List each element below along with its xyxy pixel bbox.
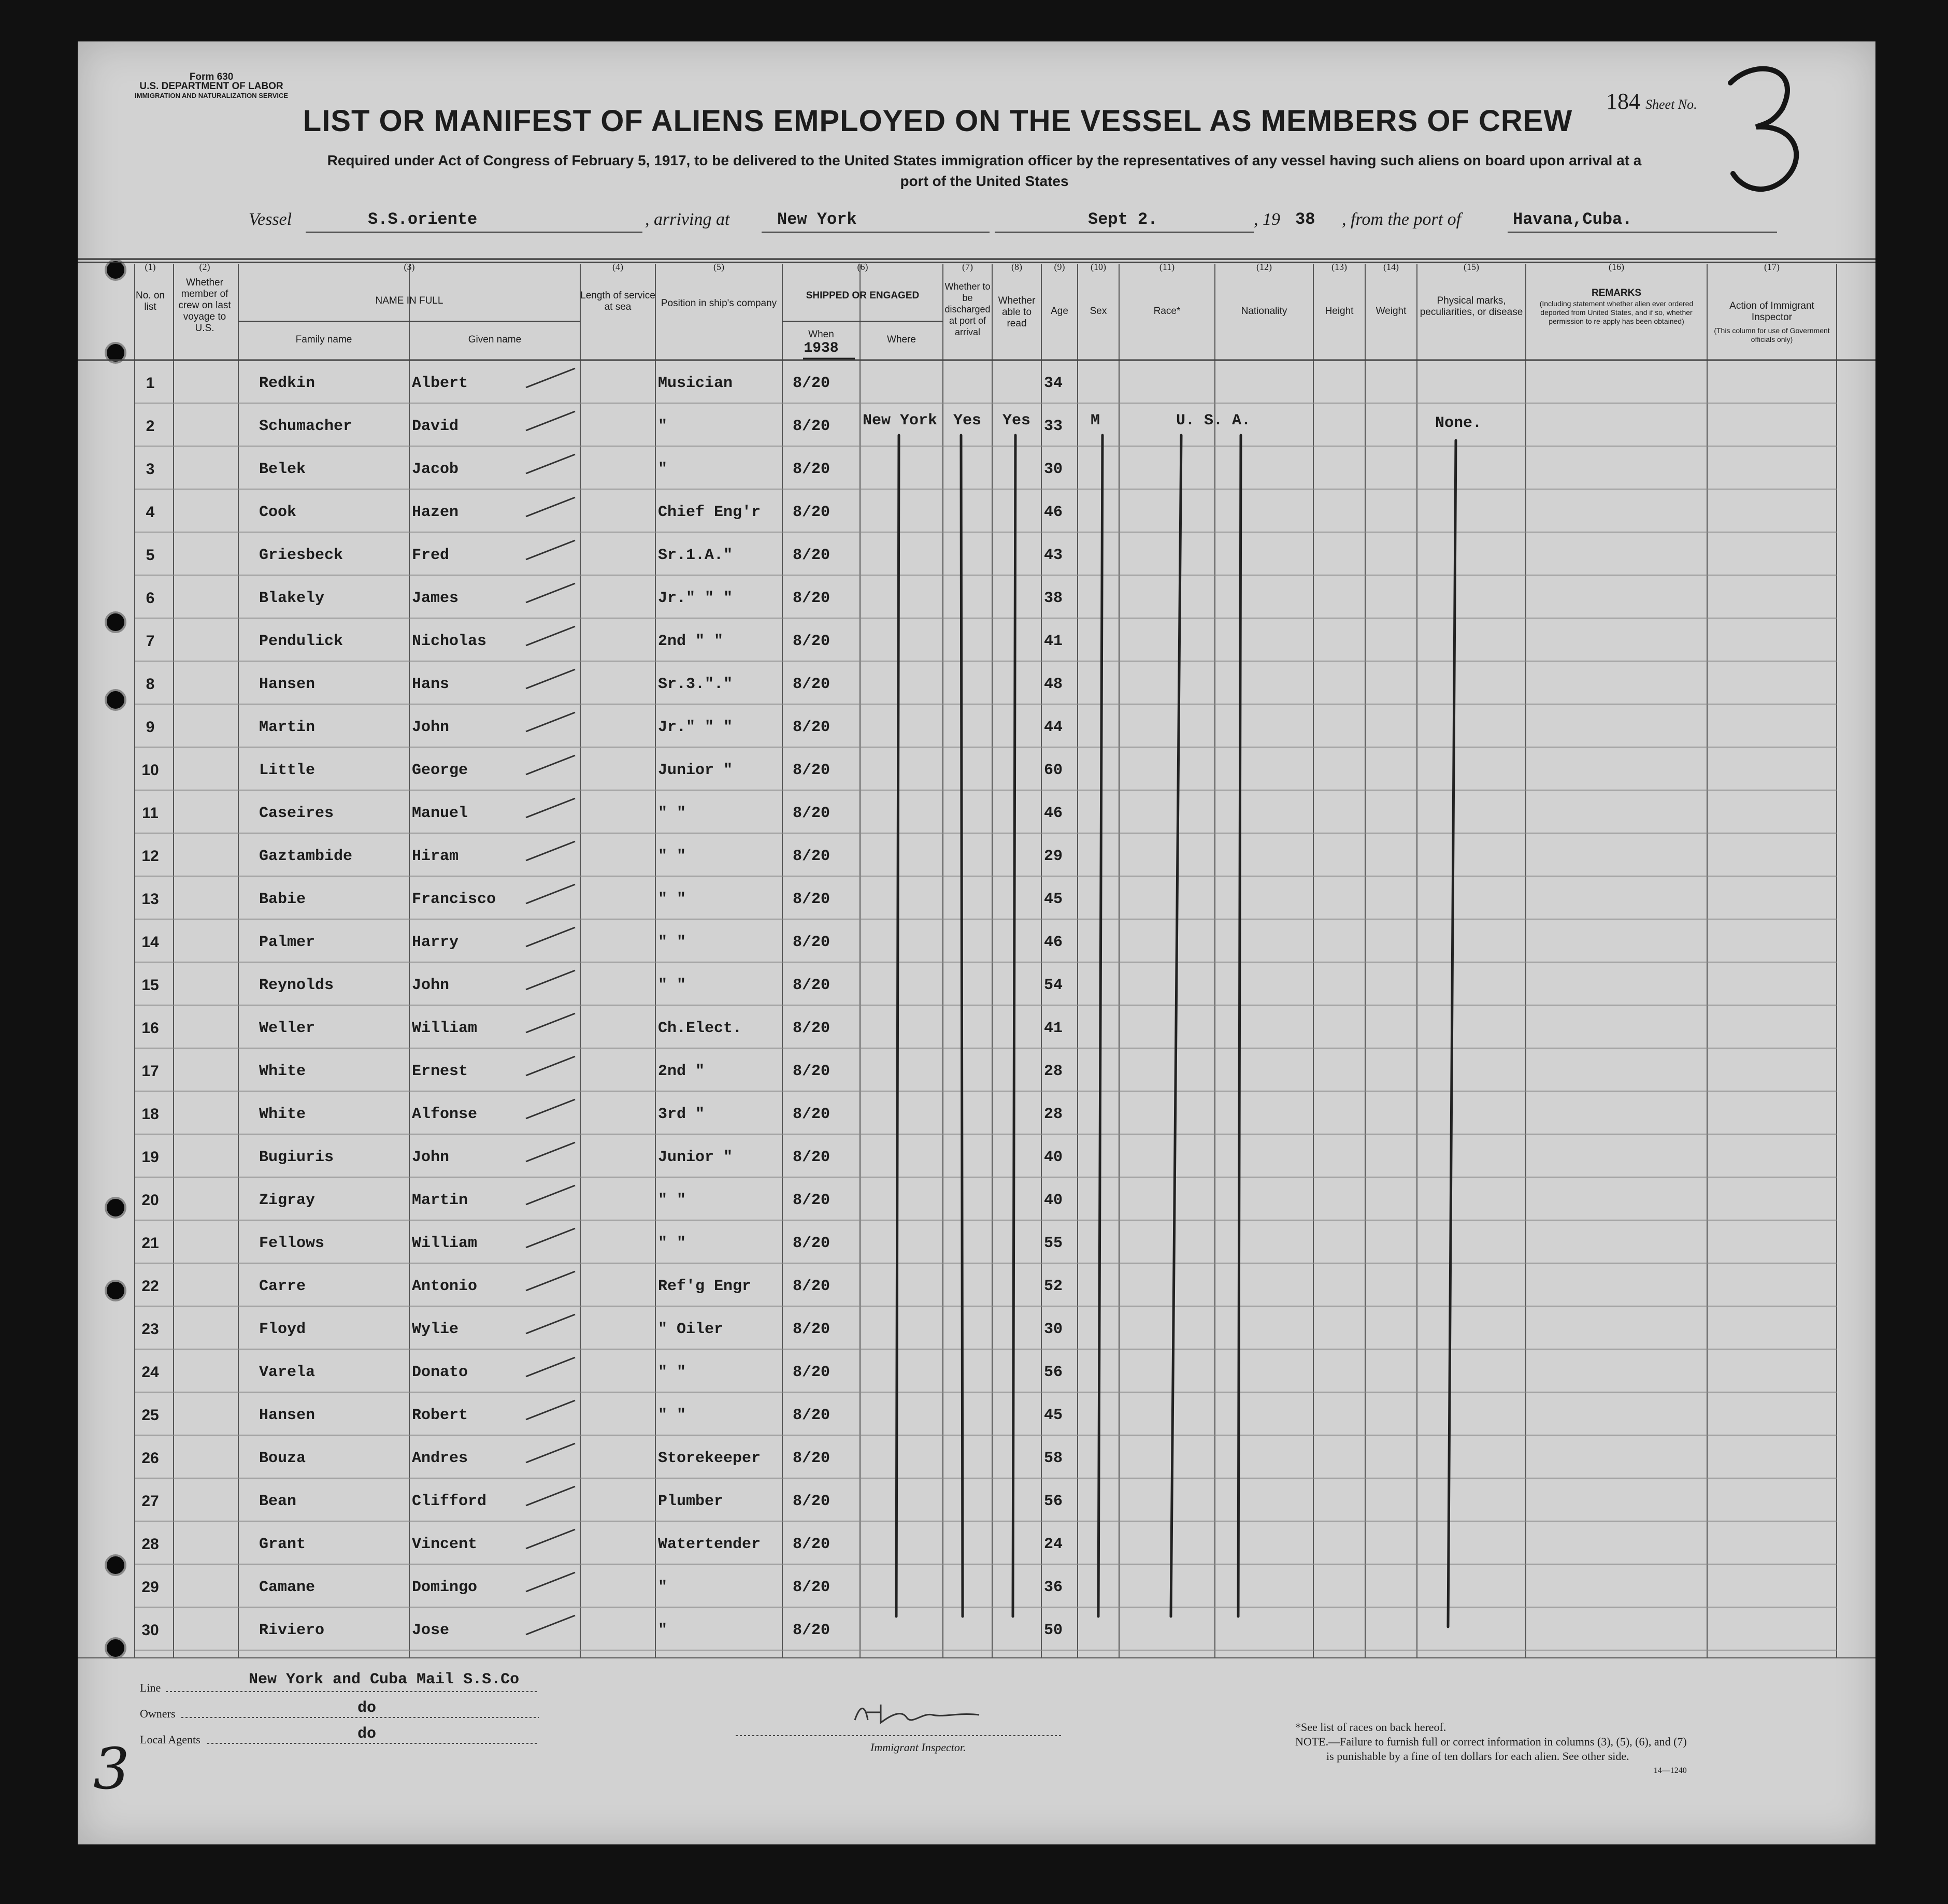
position: Junior " [658, 1149, 733, 1166]
col-num-11: (11) [1159, 262, 1175, 272]
given-name: Jacob [412, 461, 459, 478]
age: 52 [1044, 1278, 1063, 1295]
col-num-3: (3) [404, 262, 415, 272]
age: 43 [1044, 547, 1063, 564]
departure-port: Havana,Cuba. [1513, 210, 1632, 229]
shipped-when: 8/20 [793, 719, 830, 736]
col-head-no: No. on list [136, 290, 165, 312]
shipped-when: 8/20 [793, 1450, 830, 1467]
given-name: Clifford [412, 1493, 487, 1510]
shipped-when: 8/20 [793, 934, 830, 951]
col-head-service: Length of service at sea [580, 290, 655, 312]
shipped-when: 8/20 [793, 1106, 830, 1123]
row-number: 10 [141, 762, 159, 779]
family-name: Little [259, 762, 316, 779]
family-name: Schumacher [259, 418, 353, 435]
col-num-14: (14) [1383, 262, 1399, 272]
arriving-label: , arriving at [645, 210, 730, 229]
position: Storekeeper [658, 1450, 761, 1467]
note-line-1: NOTE.—Failure to furnish full or correct information in columns (3), (5), (6), and (7) [1295, 1735, 1687, 1748]
shipped-when: 8/20 [793, 848, 830, 865]
row-number: 24 [141, 1364, 159, 1381]
family-name: Martin [259, 719, 316, 736]
agents-value: do [357, 1725, 377, 1743]
family-name: Camane [259, 1579, 316, 1596]
family-name: Blakely [259, 590, 325, 607]
family-name: Varela [259, 1364, 316, 1381]
given-name: James [412, 590, 459, 607]
line-value: New York and Cuba Mail S.S.Co [249, 1671, 520, 1688]
family-name: Griesbeck [259, 547, 343, 564]
col-num-16: (16) [1609, 262, 1624, 272]
col-head-shipped: SHIPPED OR ENGAGED [806, 290, 920, 301]
family-name: Zigray [259, 1192, 316, 1209]
age: 46 [1044, 934, 1063, 951]
age: 41 [1044, 1020, 1063, 1037]
col-head-action: Action of Immigrant Inspector [1729, 300, 1814, 323]
row-number: 13 [141, 891, 159, 908]
row-number: 8 [146, 676, 155, 693]
line-label: Line [140, 1681, 161, 1694]
position: Junior " [658, 762, 733, 779]
family-name: Grant [259, 1536, 306, 1553]
row-1-discharged: Yes [953, 412, 982, 430]
row-number: 28 [141, 1536, 159, 1553]
family-name: Weller [259, 1020, 316, 1037]
vessel-label: Vessel [249, 210, 292, 229]
department-name: U.S. DEPARTMENT OF LABOR [139, 81, 283, 92]
col-head-given: Given name [468, 334, 522, 345]
family-name: Carre [259, 1278, 306, 1295]
owners-label: Owners [140, 1707, 176, 1720]
position: " [658, 418, 668, 435]
footer-underlines [78, 41, 1875, 1844]
given-name: Vincent [412, 1536, 478, 1553]
form-number: Form 630 [189, 71, 234, 82]
shipped-when: 8/20 [793, 504, 830, 521]
given-name: George [412, 762, 468, 779]
age: 28 [1044, 1106, 1063, 1123]
age: 38 [1044, 590, 1063, 607]
given-name: Nicholas [412, 633, 487, 650]
position: Jr." " " [658, 590, 733, 607]
family-name: Caseires [259, 805, 334, 822]
shipped-when: 8/20 [793, 1536, 830, 1553]
shipped-when: 8/20 [793, 1407, 830, 1424]
given-name: John [412, 1149, 450, 1166]
service-name: IMMIGRATION AND NATURALIZATION SERVICE [135, 92, 289, 99]
row-1-sex: M [1091, 412, 1100, 430]
row-number: 22 [141, 1278, 159, 1295]
shipped-when: 8/20 [793, 1020, 830, 1037]
row-number: 29 [141, 1579, 159, 1596]
row-number: 3 [146, 461, 155, 478]
family-name: Bean [259, 1493, 297, 1510]
position: Chief Eng'r [658, 504, 761, 521]
position: " " [658, 1192, 686, 1209]
position: " Oiler [658, 1321, 724, 1338]
col-head-action-note: (This column for use of Government officials only) [1714, 326, 1830, 343]
age: 34 [1044, 375, 1063, 392]
age: 40 [1044, 1192, 1063, 1209]
row-number: 17 [141, 1063, 159, 1080]
row-1-where: New York [863, 412, 938, 430]
col-head-marks: Physical marks, peculiarities, or disease [1420, 295, 1523, 318]
position: " [658, 461, 668, 478]
position: 2nd " [658, 1063, 705, 1080]
agents-label: Local Agents [140, 1733, 200, 1746]
row-number: 26 [141, 1450, 159, 1467]
note-line-2: is punishable by a fine of ten dollars for each alien. See other side. [1326, 1750, 1629, 1763]
row-number: 25 [141, 1407, 159, 1424]
position: Sr.1.A." [658, 547, 733, 564]
age: 48 [1044, 676, 1063, 693]
row-1-marks: None. [1435, 414, 1482, 432]
given-name: Harry [412, 934, 459, 951]
age: 30 [1044, 1321, 1063, 1338]
margin-mark: 3 [93, 1736, 130, 1802]
col-head-age: Age [1051, 306, 1068, 317]
shipped-when: 8/20 [793, 1149, 830, 1166]
given-name: Albert [412, 375, 468, 392]
family-name: Fellows [259, 1235, 325, 1252]
position: 2nd " " [658, 633, 724, 650]
position: Ref'g Engr [658, 1278, 752, 1295]
shipped-when: 8/20 [793, 1278, 830, 1295]
given-name: Hiram [412, 848, 459, 865]
given-name: Hans [412, 676, 450, 693]
sheet-number-value: 184 [1606, 89, 1640, 114]
position: " " [658, 934, 686, 951]
col-head-remarks: REMARKS [1591, 288, 1642, 298]
shipped-when: 8/20 [793, 891, 830, 908]
shipped-when: 8/20 [793, 461, 830, 478]
given-name: John [412, 977, 450, 994]
col-head-position: Position in ship's company [661, 298, 777, 309]
age: 55 [1044, 1235, 1063, 1252]
arrival-year: 38 [1295, 210, 1315, 229]
age: 36 [1044, 1579, 1063, 1596]
family-name: Hansen [259, 1407, 316, 1424]
shipped-when: 8/20 [793, 590, 830, 607]
position: " " [658, 805, 686, 822]
row-number: 21 [141, 1235, 159, 1252]
given-name: Antonio [412, 1278, 478, 1295]
position: Plumber [658, 1493, 724, 1510]
given-name: Donato [412, 1364, 468, 1381]
subtitle-line-1: Required under Act of Congress of February 5, 1917, to be delivered to the United States immigration officer by the representatives of any vessel having such aliens on board upon arrival at a [327, 152, 1642, 168]
given-name: William [412, 1235, 478, 1252]
family-name: Riviero [259, 1622, 325, 1639]
shipped-when: 8/20 [793, 418, 830, 435]
subtitle-line-2: port of the United States [900, 173, 1069, 189]
given-name: Domingo [412, 1579, 478, 1596]
col-head-nationality: Nationality [1241, 306, 1287, 317]
age: 41 [1044, 633, 1063, 650]
col-num-12: (12) [1256, 262, 1272, 272]
col-head-sex: Sex [1090, 306, 1107, 317]
position: Ch.Elect. [658, 1020, 742, 1037]
col-num-15: (15) [1464, 262, 1479, 272]
col-num-4: (4) [612, 262, 623, 272]
shipped-when: 8/20 [793, 375, 830, 392]
family-name: Hansen [259, 676, 316, 693]
given-name: Alfonse [412, 1106, 478, 1123]
given-name: Ernest [412, 1063, 468, 1080]
row-number: 16 [141, 1020, 159, 1037]
age: 30 [1044, 461, 1063, 478]
given-name: Jose [412, 1622, 450, 1639]
col-num-17: (17) [1764, 262, 1780, 272]
row-number: 20 [141, 1192, 159, 1209]
row-number: 12 [141, 848, 159, 865]
year-prefix: , 19 [1254, 210, 1280, 229]
position: " [658, 1579, 668, 1596]
form-code: 14—1240 [1653, 1766, 1687, 1775]
position: Musician [658, 375, 733, 392]
family-name: Reynolds [259, 977, 334, 994]
row-number: 7 [146, 633, 155, 650]
shipped-when: 8/20 [793, 1235, 830, 1252]
manifest-sheet [78, 41, 1875, 1844]
family-name: Belek [259, 461, 306, 478]
family-name: Palmer [259, 934, 316, 951]
owners-value: do [357, 1699, 377, 1717]
row-number: 1 [146, 375, 155, 392]
col-num-1: (1) [145, 262, 156, 272]
row-number: 19 [141, 1149, 159, 1166]
col-head-year: 1938 [804, 340, 839, 356]
col-head-race: Race* [1153, 306, 1181, 317]
col-num-5: (5) [713, 262, 724, 272]
position: " " [658, 1235, 686, 1252]
row-number: 30 [141, 1622, 159, 1639]
row-number: 15 [141, 977, 159, 994]
shipped-when: 8/20 [793, 762, 830, 779]
family-name: Floyd [259, 1321, 306, 1338]
age: 46 [1044, 504, 1063, 521]
note-races: *See list of races on back hereof. [1295, 1721, 1446, 1734]
given-name: Hazen [412, 504, 459, 521]
row-number: 27 [141, 1493, 159, 1510]
col-head-height: Height [1325, 306, 1354, 317]
shipped-when: 8/20 [793, 1063, 830, 1080]
shipped-when: 8/20 [793, 1579, 830, 1596]
age: 56 [1044, 1493, 1063, 1510]
family-name: Cook [259, 504, 297, 521]
col-head-where: Where [887, 334, 916, 345]
given-name: David [412, 418, 459, 435]
shipped-when: 8/20 [793, 977, 830, 994]
family-name: White [259, 1106, 306, 1123]
position: 3rd " [658, 1106, 705, 1123]
sheet-number-label: Sheet No. [1645, 97, 1697, 112]
col-head-when: When [808, 329, 834, 340]
col-num-9: (9) [1054, 262, 1065, 272]
age: 28 [1044, 1063, 1063, 1080]
departure-label: , from the port of [1342, 210, 1462, 229]
arrival-date: Sept 2. [1088, 210, 1158, 229]
vessel-name: S.S.oriente [368, 210, 478, 229]
arrival-port: New York [777, 210, 857, 229]
given-name: Fred [412, 547, 450, 564]
position: Watertender [658, 1536, 761, 1553]
family-name: Babie [259, 891, 306, 908]
family-name: Redkin [259, 375, 316, 392]
col-head-weight: Weight [1376, 306, 1407, 317]
row-1-nationality: U. S. A. [1176, 412, 1251, 430]
age: 46 [1044, 805, 1063, 822]
col-head-name: NAME IN FULL [375, 295, 443, 306]
shipped-when: 8/20 [793, 1493, 830, 1510]
row-number: 4 [146, 504, 155, 521]
age: 60 [1044, 762, 1063, 779]
shipped-when: 8/20 [793, 547, 830, 564]
row-number: 6 [146, 590, 155, 607]
given-name: William [412, 1020, 478, 1037]
position: " " [658, 977, 686, 994]
row-number: 9 [146, 719, 155, 736]
row-number: 18 [141, 1106, 159, 1123]
footnotes [1295, 1720, 1687, 1778]
age: 50 [1044, 1622, 1063, 1639]
age: 45 [1044, 1407, 1063, 1424]
age: 40 [1044, 1149, 1063, 1166]
row-number: 14 [141, 934, 159, 951]
age: 24 [1044, 1536, 1063, 1553]
position: " " [658, 1364, 686, 1381]
position: Jr." " " [658, 719, 733, 736]
shipped-when: 8/20 [793, 676, 830, 693]
age: 56 [1044, 1364, 1063, 1381]
position: " " [658, 1407, 686, 1424]
family-name: Bouza [259, 1450, 306, 1467]
position: " " [658, 848, 686, 865]
inspector-signature-icon [844, 1694, 1000, 1736]
shipped-when: 8/20 [793, 1622, 830, 1639]
page-title: LIST OR MANIFEST OF ALIENS EMPLOYED ON THE VESSEL AS MEMBERS OF CREW [303, 104, 1573, 138]
position: Sr.3."." [658, 676, 733, 693]
col-head-read: Whether able to read [998, 295, 1036, 329]
row-number: 5 [146, 547, 155, 564]
age: 58 [1044, 1450, 1063, 1467]
position: " " [658, 891, 686, 908]
age: 54 [1044, 977, 1063, 994]
shipped-when: 8/20 [793, 1321, 830, 1338]
shipped-when: 8/20 [793, 805, 830, 822]
col-num-13: (13) [1331, 262, 1347, 272]
col-num-7: (7) [962, 262, 973, 272]
col-num-8: (8) [1011, 262, 1022, 272]
family-name: Bugiuris [259, 1149, 334, 1166]
family-name: White [259, 1063, 306, 1080]
shipped-when: 8/20 [793, 1364, 830, 1381]
row-number: 23 [141, 1321, 159, 1338]
given-name: Francisco [412, 891, 496, 908]
family-name: Pendulick [259, 633, 343, 650]
position: " [658, 1622, 668, 1639]
shipped-when: 8/20 [793, 633, 830, 650]
given-name: Martin [412, 1192, 468, 1209]
row-number: 2 [146, 418, 155, 435]
row-number: 11 [142, 805, 159, 822]
col-num-6: (6) [857, 262, 868, 272]
given-name: Manuel [412, 805, 468, 822]
age: 45 [1044, 891, 1063, 908]
given-name: Andres [412, 1450, 468, 1467]
inspector-label: Immigrant Inspector. [870, 1741, 966, 1754]
given-name: John [412, 719, 450, 736]
given-name: Wylie [412, 1321, 459, 1338]
family-name: Gaztambide [259, 848, 353, 865]
age: 29 [1044, 848, 1063, 865]
given-name: Robert [412, 1407, 468, 1424]
col-head-discharged: Whether to be discharged at port of arrival [944, 281, 991, 337]
age: 44 [1044, 719, 1063, 736]
row-1-read: Yes [1002, 412, 1031, 430]
col-num-10: (10) [1091, 262, 1106, 272]
col-head-remarks-note: (Including statement whether alien ever ordered deported from United States, and if so, whether permission to re-apply has been obtained) [1539, 299, 1694, 325]
col-head-crew: Whether member of crew on last voyage to U.S. [178, 277, 231, 334]
col-num-2: (2) [199, 262, 210, 272]
col-head-family: Family name [295, 334, 352, 345]
shipped-when: 8/20 [793, 1192, 830, 1209]
age: 33 [1044, 418, 1063, 435]
